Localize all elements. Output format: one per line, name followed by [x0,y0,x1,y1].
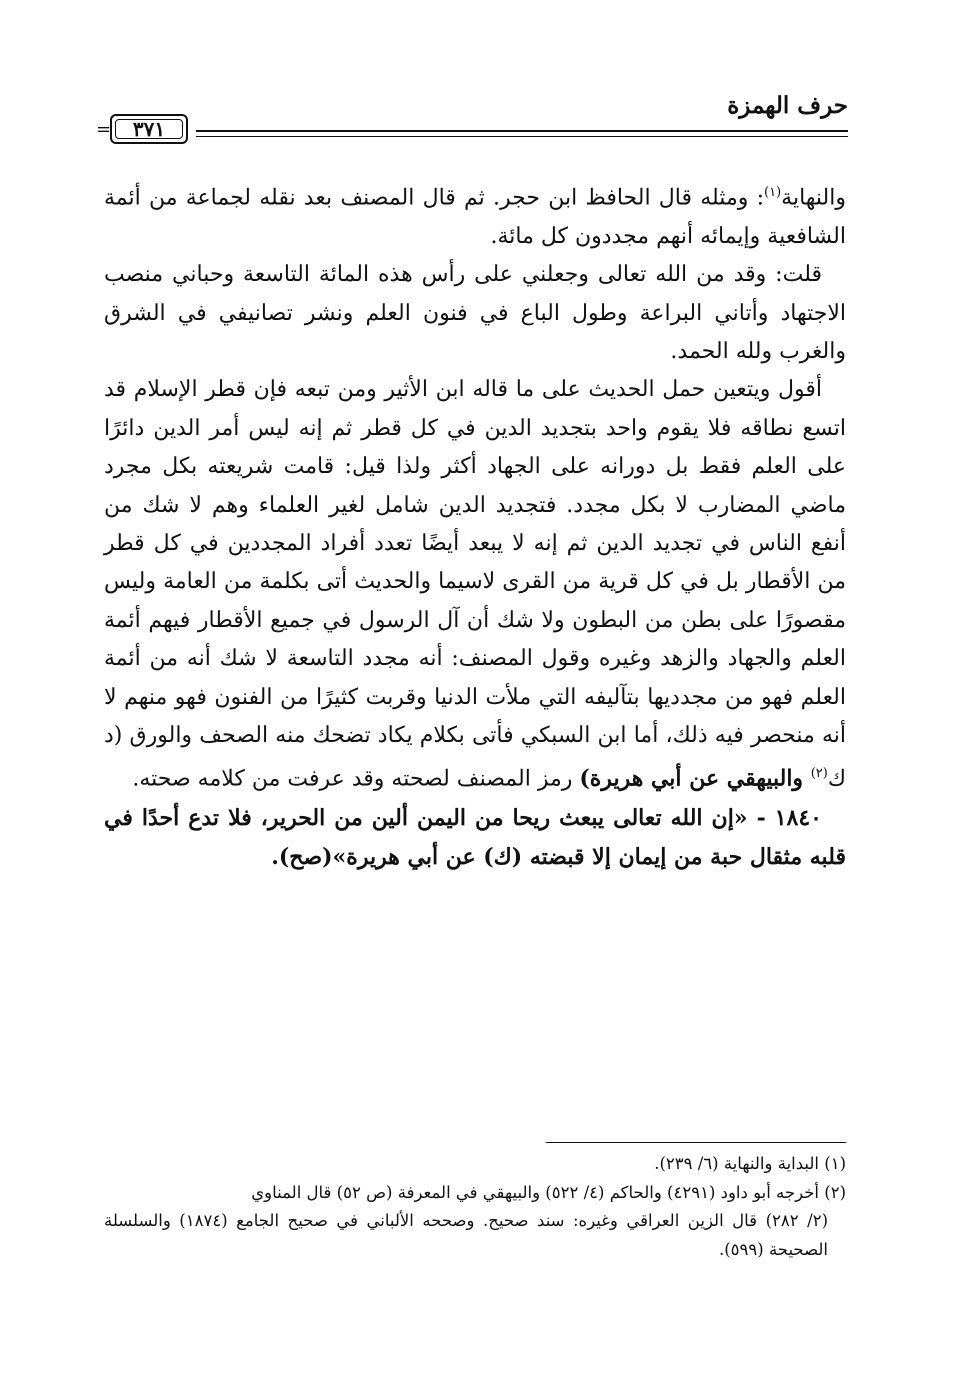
footnotes [104,1150,846,1264]
paragraph-1 [104,174,846,256]
header-rule-thin [196,136,848,137]
paragraph-1-start: والنهاية [781,185,846,211]
paragraph-2: قلت: وقد من الله تعالى وجعلني على رأس هذه المائة التاسعة وحباني منصب الاجتهاد وأتاني البراعة وطول الباع في فنون العلم ونشر تصانيفي في الشرق والغرب ولله الحمد. [104,262,846,364]
page-number-box [110,114,188,144]
page-header [96,92,848,152]
paragraph-3-bold: والبيهقي عن أبي هريرة) [579,765,811,792]
hadith-1840: ١٨٤٠ - «إن الله تعالى يبعث ريحا من اليمن ألين من الحرير، فلا تدع أحدًا في قلبه مثقال حبة من إيمان إلا قبضته (ك) عن أبي هريرة»(صح). [104,805,846,870]
footnote-1: (١) البداية والنهاية (٦/ ٢٣٩). [654,1154,846,1173]
header-rule-thick [196,130,848,132]
paragraph-3 [104,371,846,799]
header-mark: = [96,119,112,140]
paragraph-3-rest: رمز المصنف لصحته وقد عرفت من كلامه صحته. [132,766,580,792]
paragraph-3-text: أقول ويتعين حمل الحديث على ما قاله ابن الأثير ومن تبعه فإن قطر الإسلام قد اتسع نطاقه فلا يقوم واحد بتجديد الدين في كل قطر ثم إنه ليس أمر الدين دائرًا على العلم فقط بل دورانه على الجهاد أكثر ولذا قيل: قامت شريعته بكل مجرد ماضي المضارب لا بكل مجدد. فتجديد الدين شامل لغير العلماء وهم لا شك من أنفع الناس في تجديد الدين ثم إنه لا يبعد أيضًا تعدد أفراد المجددين في كل قطر من الأقطار بل في كل قرية من القرى لاسيما والحديث أتى بكلمة من العامة وليس مقصورًا على بطن من البطون ولا شك أن آل الرسول في جميع الأقطار فيهم أئمة العلم والجهاد والزهد وغيره وقول المصنف: أنه مجدد التاسعة لا شك أنه من أئمة العلم فهو من مجدديها بتآليفه التي ملأت الدنيا وقربت كثيرًا من الفنون فهو منهم لا أنه منحصر فيه ذلك، أما ابن السبكي فأتى بكلام يكاد تضحك منه الصحف والورق (د ك [104,377,846,792]
footnote-ref-1: (١) [764,185,782,200]
footnote-2-continuation: (٢/ ٢٨٢) قال الزين العراقي وغيره: سند صحيح. وصححه الألباني في صحيح الجامع (١٨٧٤) والسلسلة الصحيحة (٥٩٩). [104,1211,828,1259]
footnote-2-line-1: (٢) أخرجه أبو داود (٤٢٩١) والحاكم (٤/ ٥٢٢) والبيهقي في المعرفة (ص ٥٢) قال المناوي [251,1182,846,1202]
footnote-separator [546,1142,846,1143]
page-number: ٣٧١ [132,117,166,141]
paragraph-1-rest: : ومثله قال الحافظ ابن حجر. ثم قال المصنف بعد نقله لجماعة من أئمة الشافعية وإيمائه أنهم مجددون كل مائة. [104,185,846,249]
footnote-ref-2: (٢) [810,766,828,782]
main-text [104,174,846,876]
chapter-title: حرف الهمزة [727,92,848,119]
